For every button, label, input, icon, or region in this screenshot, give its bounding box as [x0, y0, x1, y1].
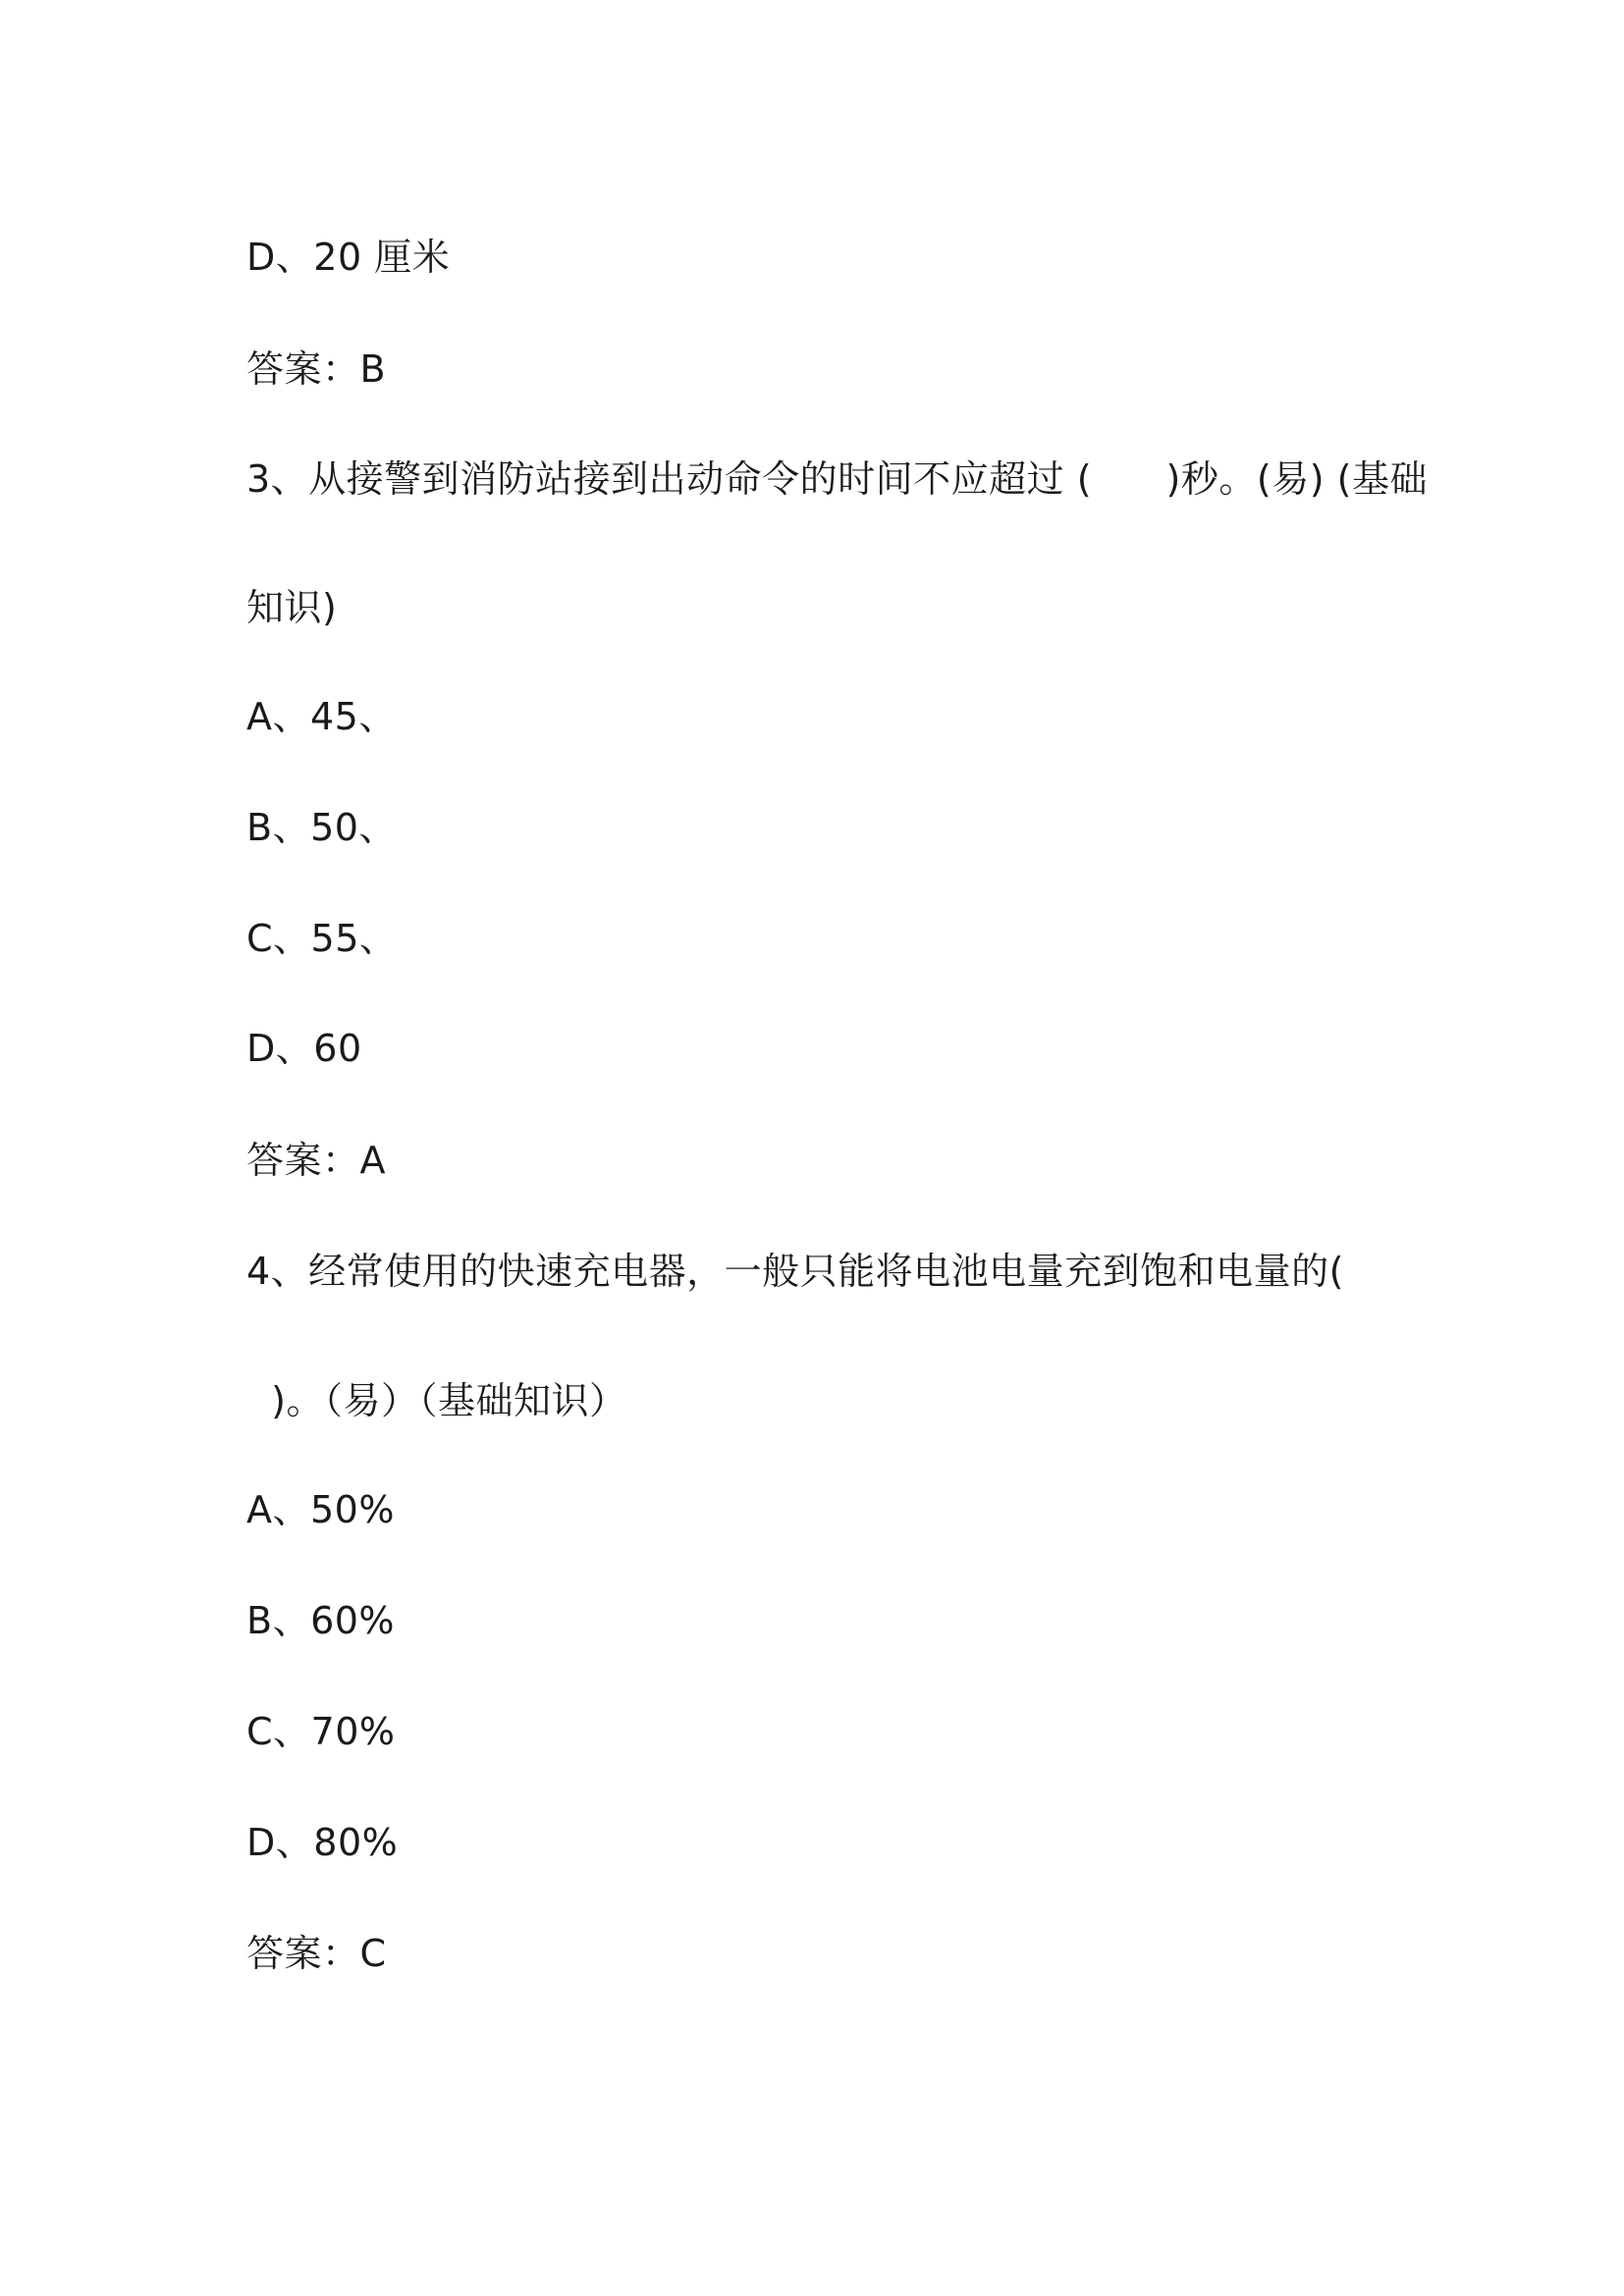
- question-3-option-a: A、45、: [246, 695, 397, 738]
- question-4-stem-line-2: )。（易）（基础知识）: [246, 1379, 627, 1422]
- question-3-stem-line-1: 3、从接警到消防站接到出动命令的时间不应超过 ( )秒。(易) (基础: [246, 457, 1428, 501]
- question-3-option-d: D、60: [246, 1027, 362, 1070]
- question-4-answer: 答案：C: [246, 1932, 387, 1975]
- question-4-option-b: B、60%: [246, 1599, 396, 1642]
- question-3-answer: 答案：A: [246, 1139, 386, 1182]
- question-4-option-d: D、80%: [246, 1821, 399, 1864]
- question-4-option-a: A、50%: [246, 1488, 395, 1531]
- prev-question-option-d: D、20 厘米: [246, 236, 451, 279]
- question-4-stem-line-1: 4、经常使用的快速充电器，一般只能将电池电量充到饱和电量的(: [246, 1250, 1345, 1293]
- question-4-option-c: C、70%: [246, 1710, 396, 1753]
- question-3-option-c: C、55、: [246, 917, 398, 960]
- question-3-stem-line-2: 知识): [246, 586, 338, 629]
- prev-question-answer: 答案：B: [246, 347, 387, 391]
- question-3-option-b: B、50、: [246, 806, 397, 849]
